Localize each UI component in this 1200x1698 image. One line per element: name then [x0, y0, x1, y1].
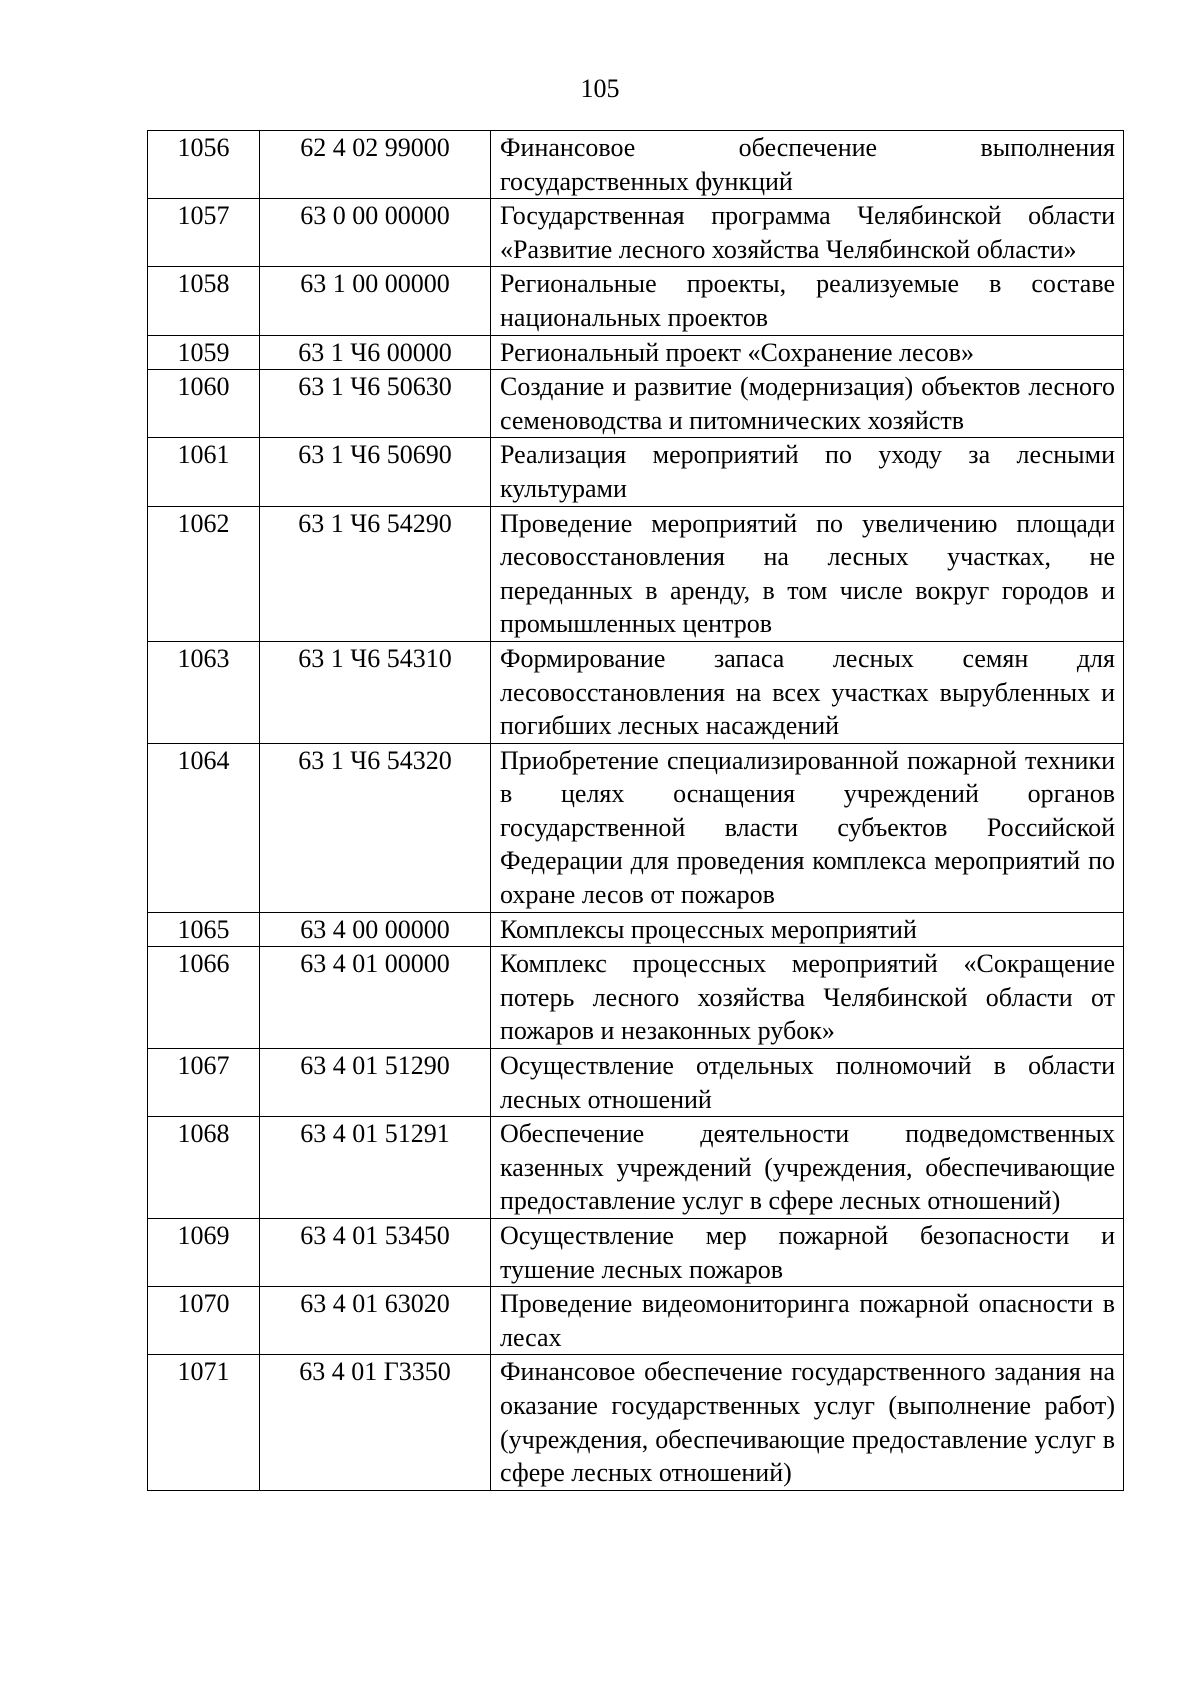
row-number: 1059	[148, 335, 260, 370]
table-row	[148, 1219, 1124, 1287]
table-row	[148, 947, 1124, 1049]
item-name: Комплекс процессных мероприятий «Сокращение потерь лесного хозяйства Челябинской области от пожаров и незаконных рубок»	[491, 947, 1124, 1049]
row-number: 1066	[148, 947, 260, 1049]
item-name: Создание и развитие (модернизация) объектов лесного семеноводства и питомнических хозяйств	[491, 370, 1124, 438]
item-name: Региональный проект «Сохранение лесов»	[491, 335, 1124, 370]
classification-code: 62 4 02 99000	[260, 131, 491, 199]
item-name: Проведение видеомониторинга пожарной опасности в лесах	[491, 1287, 1124, 1355]
row-number: 1067	[148, 1049, 260, 1117]
classification-code: 63 4 00 00000	[260, 912, 491, 947]
classification-code: 63 4 01 63020	[260, 1287, 491, 1355]
table-row	[148, 1049, 1124, 1117]
table-body	[148, 131, 1124, 1491]
item-name: Обеспечение деятельности подведомственных казенных учреждений (учреждения, обеспечивающие предоставление услуг в сфере лесных отношений)	[491, 1117, 1124, 1219]
table-row	[148, 267, 1124, 335]
item-name: Осуществление отдельных полномочий в области лесных отношений	[491, 1049, 1124, 1117]
classification-code: 63 1 Ч6 54310	[260, 641, 491, 743]
row-number: 1065	[148, 912, 260, 947]
item-name: Региональные проекты, реализуемые в составе национальных проектов	[491, 267, 1124, 335]
page-number: 105	[580, 74, 620, 103]
item-name: Осуществление мер пожарной безопасности и тушение лесных пожаров	[491, 1219, 1124, 1287]
item-name: Комплексы процессных мероприятий	[491, 912, 1124, 947]
row-number: 1057	[148, 199, 260, 267]
classification-code: 63 1 Ч6 54290	[260, 506, 491, 641]
table-row	[148, 1287, 1124, 1355]
item-name: Приобретение специализированной пожарной техники в целях оснащения учреждений органов государственной власти субъектов Российской Федерации для проведения комплекса мероприятий по охране лесов от пожаров	[491, 743, 1124, 912]
row-number: 1060	[148, 370, 260, 438]
table-row	[148, 743, 1124, 912]
table-row	[148, 1355, 1124, 1490]
item-name: Государственная программа Челябинской области «Развитие лесного хозяйства Челябинской области»	[491, 199, 1124, 267]
table-row	[148, 912, 1124, 947]
table-row	[148, 335, 1124, 370]
item-name: Финансовое обеспечение государственного задания на оказание государственных услуг (выполнение работ) (учреждения, обеспечивающие предоставление услуг в сфере лесных отношений)	[491, 1355, 1124, 1490]
table-row	[148, 1117, 1124, 1219]
row-number: 1069	[148, 1219, 260, 1287]
table-row	[148, 131, 1124, 199]
row-number: 1062	[148, 506, 260, 641]
item-name: Финансовое обеспечение выполнения государственных функций	[491, 131, 1124, 199]
table-row	[148, 370, 1124, 438]
classification-code: 63 4 01 51291	[260, 1117, 491, 1219]
table-row	[148, 199, 1124, 267]
table-row	[148, 506, 1124, 641]
row-number: 1071	[148, 1355, 260, 1490]
row-number: 1068	[148, 1117, 260, 1219]
classification-code: 63 1 Ч6 50630	[260, 370, 491, 438]
classification-code: 63 1 Ч6 50690	[260, 438, 491, 506]
table-row	[148, 641, 1124, 743]
classification-code: 63 0 00 00000	[260, 199, 491, 267]
classification-code: 63 4 01 00000	[260, 947, 491, 1049]
row-number: 1061	[148, 438, 260, 506]
budget-classification-table	[147, 130, 1124, 1491]
item-name: Проведение мероприятий по увеличению площади лесовосстановления на лесных участках, не переданных в аренду, в том числе вокруг городов и промышленных центров	[491, 506, 1124, 641]
table-row	[148, 438, 1124, 506]
classification-code: 63 4 01 Г3350	[260, 1355, 491, 1490]
row-number: 1063	[148, 641, 260, 743]
row-number: 1058	[148, 267, 260, 335]
row-number: 1064	[148, 743, 260, 912]
classification-code: 63 1 00 00000	[260, 267, 491, 335]
row-number: 1070	[148, 1287, 260, 1355]
row-number: 1056	[148, 131, 260, 199]
classification-code: 63 1 Ч6 54320	[260, 743, 491, 912]
classification-code: 63 1 Ч6 00000	[260, 335, 491, 370]
item-name: Реализация мероприятий по уходу за лесными культурами	[491, 438, 1124, 506]
item-name: Формирование запаса лесных семян для лесовосстановления на всех участках вырубленных и погибших лесных насаждений	[491, 641, 1124, 743]
classification-code: 63 4 01 51290	[260, 1049, 491, 1117]
classification-code: 63 4 01 53450	[260, 1219, 491, 1287]
